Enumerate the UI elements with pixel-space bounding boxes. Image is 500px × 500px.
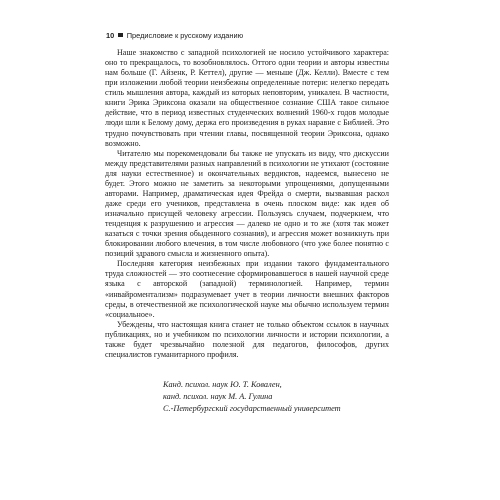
- body-text: [105, 48, 389, 360]
- paragraph-4: Убеждены, что настоящая книга станет не только объектом ссылок в научных публикациях, но и учебником по психологии личности и истории психологии, а также будет чрезвычайно полезной для педагогов, философов, других специалистов гуманитарного профиля.: [105, 319, 389, 359]
- running-head: [106, 31, 243, 41]
- paragraph-3: Последняя категория неизбежных при издании такого фундаментального труда сложностей — это соотнесение сформировавшегося в нашей научной среде языка с авторской (западной) терминологией. Например, термин «инвайроментализм» подразумевает учет в теории личности внешних факторов среды, в отечественной же психологической науке мы обычно используем термин «социальное».: [105, 259, 389, 319]
- page-number: 10: [106, 31, 115, 40]
- square-bullet-icon: [118, 33, 123, 38]
- signature-line-1: Канд. психол. наук Ю. Т. Ковален,: [163, 380, 282, 389]
- author-signature-block: [163, 379, 393, 416]
- paragraph-1: Наше знакомство с западной психологией не носило устойчивого характера: оно то прекращалось, то возобновлялось. Оттого одни теории и авторы известны нам больше (Г. Айзенк, Р. Кеттел), другие — меньше (Дж. Келли). Вместе с тем при изложении любой теории неизбежны определенные потери: нелегко передать стиль мышления автора, каждый из которых неповторим, уникален. В частности, книги Эрика Эриксона оказали на общественное сознание США такое сильное действие, что в период известных студенческих волнений 1960-х годов молодые люди шли к Белому дому, держа его произведения в руках наравне с Библией. Это трудно почувствовать при чтении главы, посвященной теории Эриксона, однако возможно.: [105, 48, 389, 148]
- signature-affiliation: С.-Петербургский государственный университет: [163, 404, 341, 414]
- paragraph-2: Читателю мы порекомендовали бы также не упускать из виду, что дискуссии между представителями разных направлений в психологии не утихают (состояние для науки естественное) и окончательных вердиктов, надеемся, вынесено не будет. Этого можно не заметить за некоторыми упрощениями, допущенными авторами. Например, драматическая идея Фрейда о смерти, вызвавшая раскол даже среди его учеников, представлена в очень плоском виде: как идея об изначально присущей человеку агрессии. Пользуясь случаем, подчеркнем, что тенденция к разрушению и агрессия — далеко не одно и то же (хотя так может казаться с точки зрения обыденного сознания), и агрессия может возникнуть при блокировании любого влечения, в том числе любовного (что уже более понятно с позиций здравого смысла и жизненного опыта).: [105, 148, 389, 259]
- section-title: Предисловие к русскому изданию: [126, 31, 244, 40]
- signature-line-2: канд. психол. наук М. А. Гулина: [163, 392, 273, 402]
